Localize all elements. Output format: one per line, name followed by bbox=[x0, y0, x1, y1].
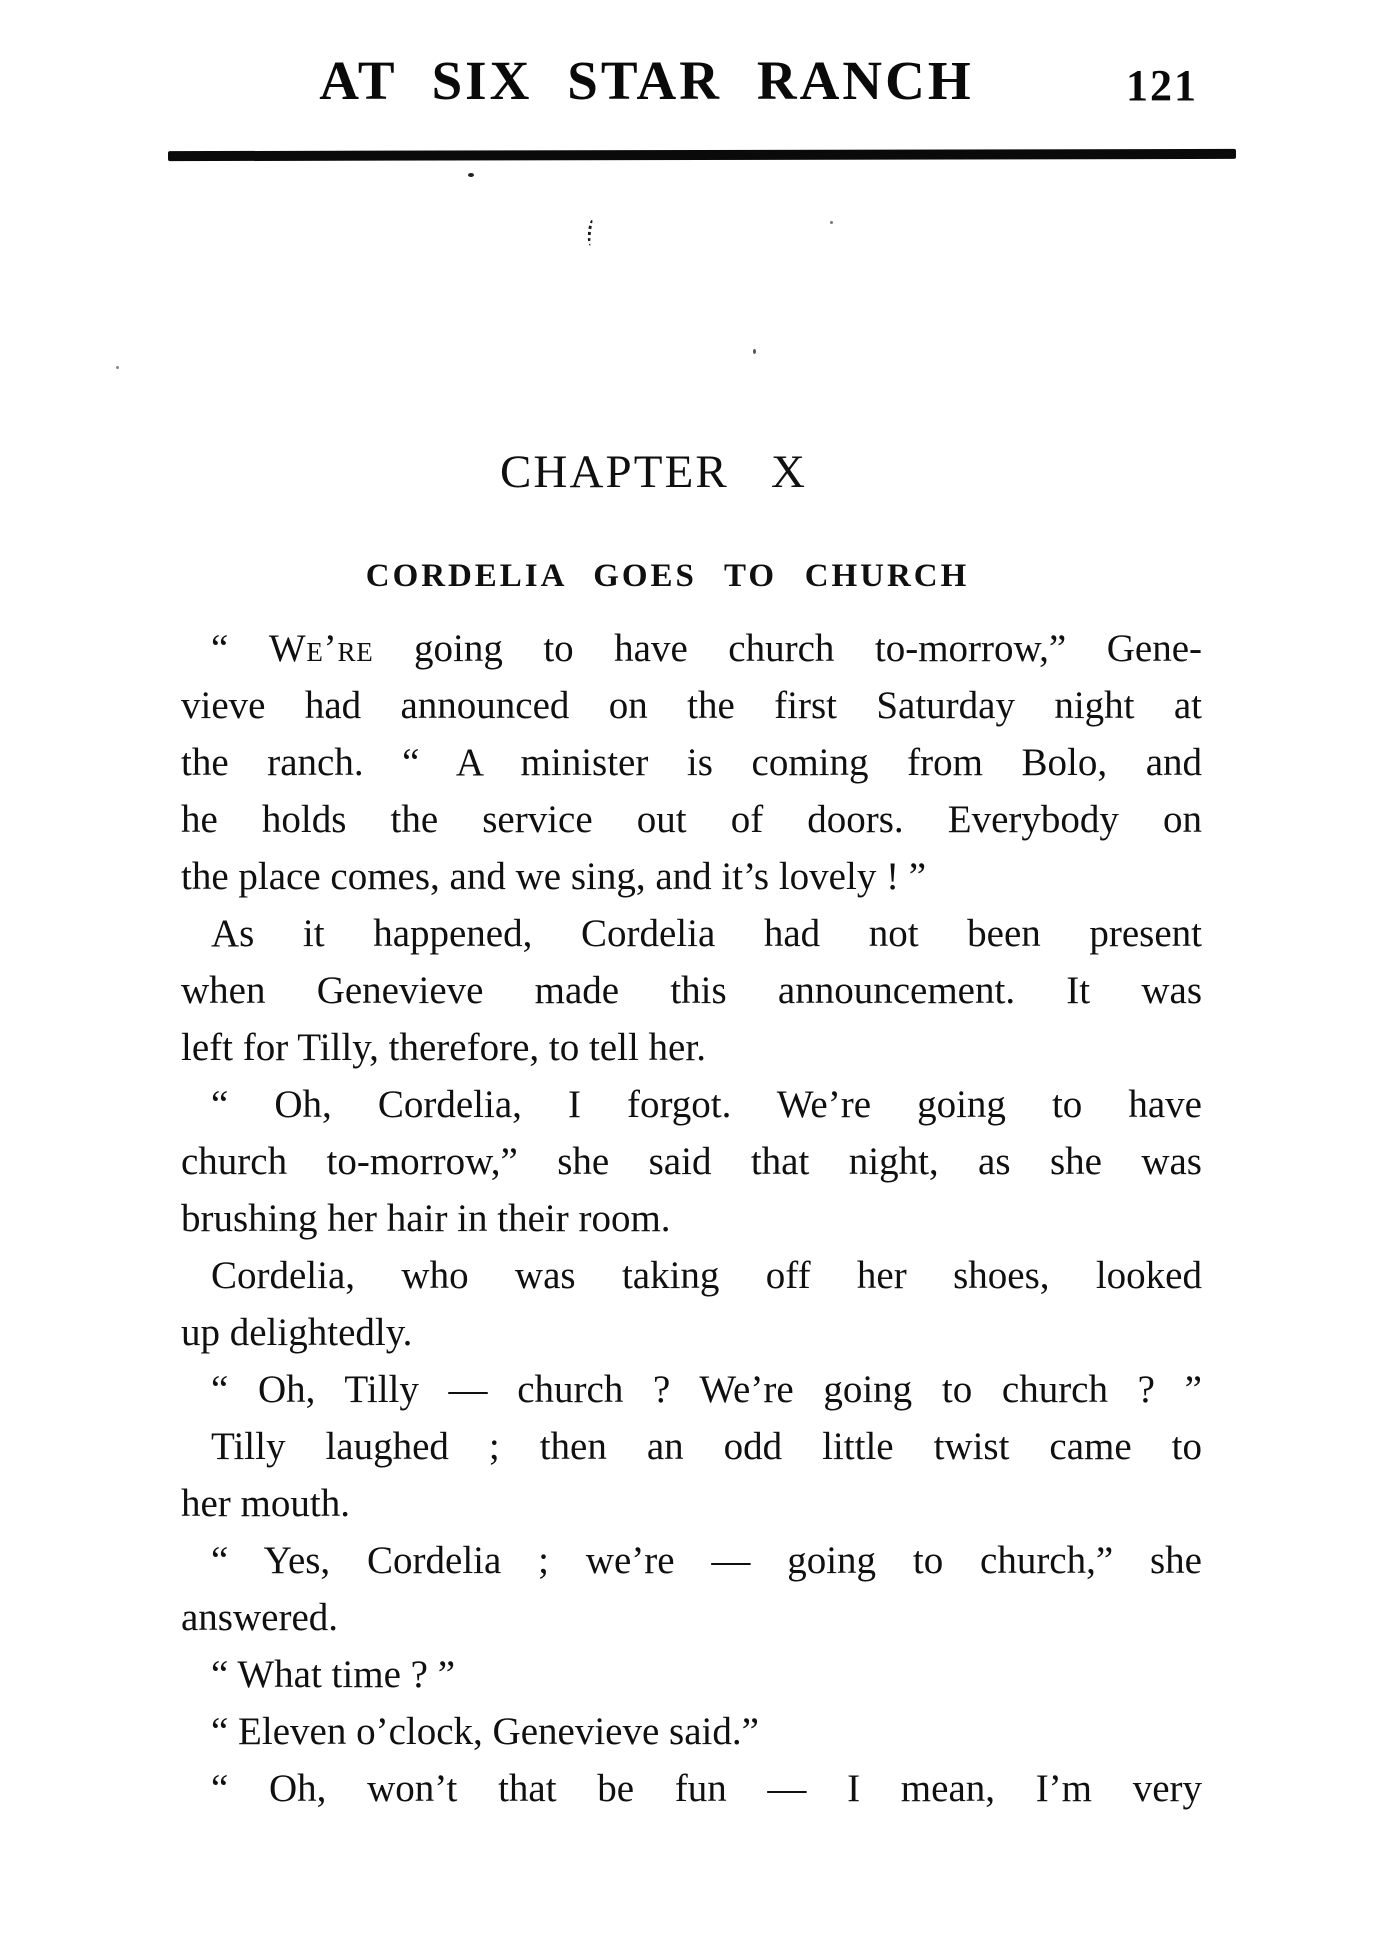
text-line: brushing her hair in their room. bbox=[181, 1197, 671, 1240]
text-line: “ Oh, Tilly — church ? We’re going to church ? ” bbox=[211, 1368, 1202, 1411]
text-line: vieve had announced on the first Saturday night at bbox=[181, 684, 1202, 727]
text-line: answered. bbox=[181, 1596, 339, 1639]
scan-artifact bbox=[587, 218, 598, 247]
scan-speck bbox=[116, 366, 119, 369]
small-caps-lead: We’re bbox=[268, 627, 374, 670]
chapter-heading: CHAPTER X bbox=[499, 446, 808, 498]
text-line: “ Yes, Cordelia ; we’re — going to church,” she bbox=[211, 1539, 1202, 1582]
text-line: Tilly laughed ; then an odd little twist came to bbox=[211, 1425, 1202, 1468]
scan-speck bbox=[830, 221, 833, 224]
body-text bbox=[181, 620, 1202, 1817]
scan-speck bbox=[468, 173, 474, 177]
text-line: up delightedly. bbox=[181, 1311, 413, 1354]
text-line: when Genevieve made this announcement. It was bbox=[181, 969, 1202, 1012]
header-rule bbox=[168, 149, 1236, 161]
chapter-subtitle: CORDELIA GOES TO CHURCH bbox=[365, 558, 970, 594]
text-line: the place comes, and we sing, and it’s lovely ! ” bbox=[181, 855, 927, 898]
text-line: “ What time ? ” bbox=[211, 1653, 455, 1696]
page-number: 121 bbox=[1126, 61, 1198, 110]
text-line: “ Eleven o’clock, Genevieve said.” bbox=[211, 1710, 759, 1753]
scan-speck bbox=[753, 349, 756, 354]
text-line: left for Tilly, therefore, to tell her. bbox=[181, 1026, 706, 1069]
text-line: the ranch. “ A minister is coming from Bolo, and bbox=[181, 741, 1202, 784]
text-line: “ We’re going to have church to-morrow,” Gene- bbox=[211, 627, 1202, 670]
text-line: he holds the service out of doors. Everybody on bbox=[181, 798, 1202, 841]
text-line: church to-morrow,” she said that night, as she was bbox=[181, 1140, 1202, 1183]
text-line: Cordelia, who was taking off her shoes, looked bbox=[211, 1254, 1202, 1297]
running-head-title: AT SIX STAR RANCH bbox=[319, 50, 974, 111]
text-line: “ Oh, Cordelia, I forgot. We’re going to have bbox=[211, 1083, 1202, 1126]
text-line: “ Oh, won’t that be fun — I mean, I’m very bbox=[211, 1767, 1202, 1810]
text-line: her mouth. bbox=[181, 1482, 350, 1525]
text-line: As it happened, Cordelia had not been present bbox=[211, 912, 1202, 955]
